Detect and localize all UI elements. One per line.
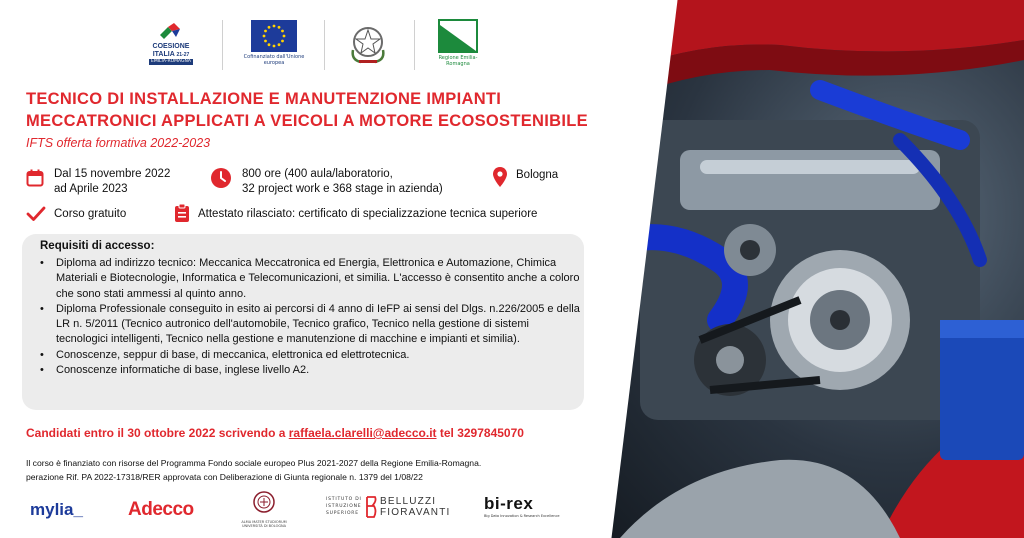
requirement-item: • Diploma ad indirizzo tecnico: Meccanica Meccatronica ed Energia, Elettronica e Automazione, Chimica Materiali e Biotecnologie, Informatica e Telecomunicazioni, et similia. L'accesso è consentito anche a coloro che sono stati ammessi al quinto anno. xyxy=(40,256,580,302)
logo-divider xyxy=(324,20,325,70)
adecco-logo: Adecco xyxy=(128,499,194,520)
page-title xyxy=(26,88,606,132)
title-line-1: TECNICO DI INSTALLAZIONE E MANUTENZIONE IMPIANTI xyxy=(26,90,502,108)
hours-line-2: 32 project work e 368 stage in azienda) xyxy=(242,183,443,195)
approval-note: perazione Rif. PA 2022-17318/RER approvata con Deliberazione di Giunta regionale n. 1379 del 1/08/22 xyxy=(26,472,423,482)
italian-republic-emblem xyxy=(340,14,396,72)
hours-line-1: 800 ore (400 aula/laboratorio, xyxy=(242,168,393,180)
unibo-seal-icon xyxy=(253,490,275,516)
certificate-label: Attestato rilasciato: certificato di specializzazione tecnica superiore xyxy=(198,208,538,220)
mylia-logo: mylia_ xyxy=(30,500,83,519)
belluzzi-name-2: FIORAVANTI xyxy=(380,507,451,518)
calendar-icon xyxy=(26,169,44,187)
logo-divider xyxy=(414,20,415,70)
funding-note: Il corso è finanziato con risorse del Programma Fondo sociale europeo Plus 2021-2027 della Regione Emilia-Romagna. xyxy=(26,458,482,468)
birex-wordmark: bi-rex xyxy=(484,494,534,513)
unibo-caption: ALMA MATER STUDIORUM UNIVERSITÀ DI BOLOGNA xyxy=(241,520,287,528)
belluzzi-name-1: BELLUZZI xyxy=(380,496,437,507)
belluzzi-left-3: SUPERIORE xyxy=(326,511,359,516)
eu-logo xyxy=(244,14,304,72)
dates-line-2: ad Aprile 2023 xyxy=(54,183,128,195)
requirement-item: • Conoscenze, seppur di base, di meccanica, elettronica ed elettrotecnica. xyxy=(40,348,580,363)
birex-caption: Big Data Innovation & Research Excellence xyxy=(484,514,560,518)
apply-call-to-action xyxy=(26,426,524,440)
requirement-item: • Conoscenze informatiche di base, inglese livello A2. xyxy=(40,363,580,378)
free-course-label: Corso gratuito xyxy=(54,208,127,220)
requirement-item: • Diploma Professionale conseguito in esito ai percorsi di 4 anno di IeFP ai sensi del Dlgs. n.226/2005 e della LR n. 5/2011 (Tecnico autronico dell'automobile, Tecnico grafico, Tecnico nella gestione di sistemi tecnologici intelligenti, Tecnico nella gestione e manutenzione di macchine e impianti et similia). xyxy=(40,302,580,348)
logo-divider xyxy=(222,20,223,70)
eu-flag-icon xyxy=(251,20,297,52)
header-logos xyxy=(140,14,500,72)
region-caption: Regione Emilia-Romagna xyxy=(438,55,478,67)
dates-line-1: Dal 15 novembre 2022 xyxy=(54,168,171,180)
contact-email-link[interactable]: raffaela.clarelli@adecco.it xyxy=(288,426,437,440)
coesione-icon xyxy=(158,21,184,43)
belluzzi-left-1: ISTITUTO DI xyxy=(326,497,362,502)
belluzzi-left-2: ISTRUZIONE xyxy=(326,504,362,509)
coesione-years: 21-27 xyxy=(176,52,190,58)
course-location: Bologna xyxy=(516,169,559,181)
coesione-italia-logo xyxy=(140,14,202,72)
eu-caption: Cofinanziato dall'Unione europea xyxy=(243,54,305,66)
requirements-title: Requisiti di accesso: xyxy=(40,240,155,252)
coesione-text-2: ITALIA xyxy=(152,51,175,58)
region-flag-icon xyxy=(438,19,478,53)
course-dates xyxy=(54,167,170,197)
belluzzi-logo xyxy=(326,496,476,526)
cta-text: Candidati entro il 30 ottobre 2022 scrivendo a xyxy=(26,426,286,440)
checkmark-icon xyxy=(26,206,46,222)
emblem-icon xyxy=(347,20,389,66)
course-hours xyxy=(242,167,443,197)
partner-logos xyxy=(20,490,580,530)
region-logo xyxy=(430,14,486,72)
location-pin-icon xyxy=(492,166,508,188)
clipboard-icon xyxy=(174,203,190,223)
unibo-logo xyxy=(234,490,294,528)
title-line-2: MECCATRONICI APPLICATI A VEICOLI A MOTORE ECOSOSTENIBILE xyxy=(26,112,588,130)
belluzzi-mark-icon xyxy=(366,496,378,518)
coesione-text-1: COESIONE xyxy=(152,43,190,50)
contact-phone: tel 3297845070 xyxy=(439,426,524,440)
clock-icon xyxy=(210,167,232,189)
coesione-region: EMILIA-ROMAGNA xyxy=(151,59,191,64)
subtitle: IFTS offerta formativa 2022-2023 xyxy=(26,136,211,150)
birex-logo xyxy=(484,494,580,518)
requirements-list xyxy=(40,256,580,378)
